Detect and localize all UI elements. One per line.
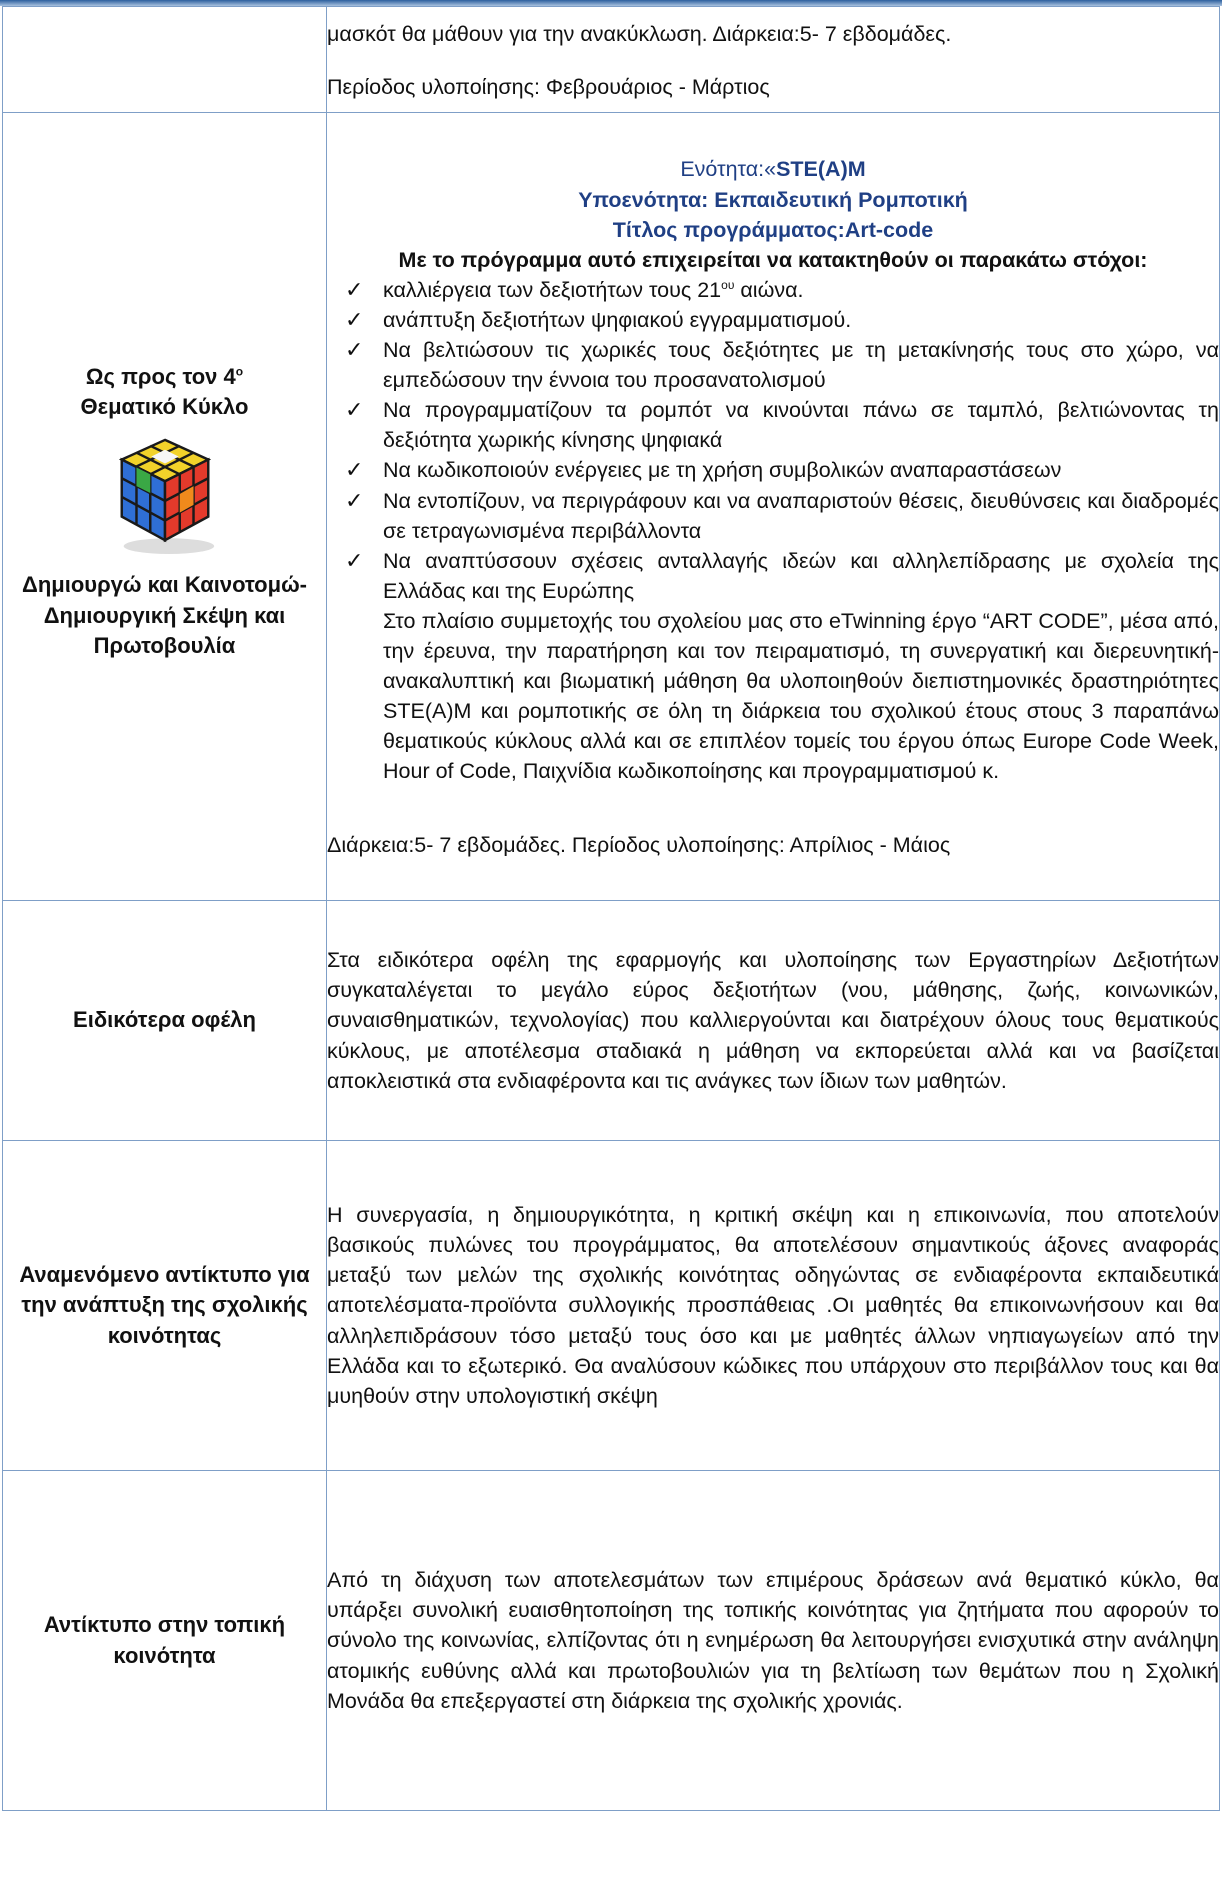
goal-item: ✓ Να βελτιώσουν τις χωρικές τους δεξιότητες με τη μετακίνησής τους στο χώρο, να εμπεδώσουν την έννοια του προσανατολισμού [345,337,1219,393]
row-school-impact [3,1141,1220,1471]
unit-heading: Ενότητα:«STE(A)M [680,157,866,182]
check-mark-icon: ✓ [345,337,364,363]
goal-item: ✓ Να κωδικοποιούν ενέργειες με τη χρήση συμβολικών αναπαραστάσεων [341,455,1219,485]
recycling-period: Περίοδος υλοποίησης: Φεβρουάριος - Μάρτιος [327,74,770,99]
check-mark-icon: ✓ [345,547,364,573]
etwinning-paragraph: Στο πλαίσιο συμμετοχής του σχολείου μας στο eTwinning έργο “ART CODE”, μέσα από, την έρευνα, την παρατήρηση και τον πειραματισμό, τη συνεργατική και διερευνητική-ανακαλυπτική και βιωματική μάθηση θα υλοποιηθούν διεπιστημονικές δραστηριότητες STE(A)M και ρομποτικής σε όλη τη διάρκεια του σχολικού έτους στους 3 παραπάνω θεματικούς κύκλους αλλά και σε επιπλέον τομείς του έργου όπως Europe Code Week, Hour of Code, Παιχνίδια κωδικοποίησης και προγραμματισμού κ. [383,608,1219,784]
check-mark-icon: ✓ [345,276,364,302]
goal-item: ✓ Να εντοπίζουν, να περιγράφουν και να αναπαριστούν θέσεις, διευθύνσεις και διαδρομές σε τετραγωνισμένα περιβάλλοντα [345,487,1219,543]
row-recycling-content [327,7,1220,113]
local-impact-text: Από τη διάχυση των αποτελεσμάτων των επιμέρους δράσεων ανά θεματικό κύκλο, θα υπάρξει συνολική ευαισθητοποίηση της τοπικής κοινότητας για ζητήματα που αφορούν το σύνολο της κοινωνίας, ελπίζοντας ότι η ενημέρωση θα λειτουργήσει ενισχυτικά στην ανάληψη ατομικής ευθύνης αλλά και πρωτοβουλιών για τη βελτίωση των θεμάτων που η Σχολική Μονάδα θα επεξεργαστεί στη διάρκεια της σχολικής χρονιάς. [327,1471,1220,1811]
row-local-impact [3,1471,1220,1811]
check-mark-icon: ✓ [345,397,364,423]
program-table [2,6,1220,1811]
row-recycling-label [3,7,327,113]
local-impact-label: Αντίκτυπο στην τοπική κοινότητα [3,1471,327,1811]
theme-4-label-cell [3,113,327,901]
check-mark-icon: ✓ [345,457,364,483]
benefits-text: Στα ειδικότερα οφέλη της εφαρμογής και υλοποίησης των Εργαστηρίων Δεξιοτήτων συγκαταλέγεται το μεγάλο εύρος δεξιοτήτων (νου, μάθησης, ζωής, κοινωνικών, συναισθηματικών, τεχνολογίας) που καλλιεργούνται και διατρέχουν όλους τους θεματικούς κύκλους, με αποτέλεσμα σταδιακά η μάθηση να εκπορεύεται αλλά και να βασίζεται αποκλειστικά στα ενδιαφέροντα και τις ανάγκες των ίδιων των μαθητών. [327,901,1220,1141]
subunit-heading: Υποενότητα: Εκπαιδευτική Ρομποτική [578,187,968,212]
row-recycling [3,7,1220,113]
theme-4-duration: Διάρκεια:5- 7 εβδομάδες. Περίοδος υλοποίησης: Απρίλιος - Μάιος [327,833,951,858]
school-impact-label: Αναμενόμενο αντίκτυπο για την ανάπτυξη της σχολικής κοινότητας [3,1141,327,1471]
rubiks-cube-icon [106,432,224,556]
benefits-label: Ειδικότερα οφέλη [3,901,327,1141]
program-title: Τίτλος προγράμματος:Art-code [612,217,934,242]
check-mark-icon: ✓ [345,306,364,332]
goals-heading: Με το πρόγραμμα αυτό επιχειρείται να κατακτηθούν οι παρακάτω στόχοι: [398,247,1148,272]
theme-4-content [327,113,1220,901]
row-benefits [3,901,1220,1141]
goals-list [327,275,1219,606]
goal-item: ✓ Να προγραμματίζουν τα ρομπότ να κινούνται πάνω σε ταμπλό, βελτιώνοντας τη δεξιότητα χωρικής κίνησης ψηφιακά [345,397,1219,453]
school-impact-text: Η συνεργασία, η δημιουργικότητα, η κριτική σκέψη και η επικοινωνία, που αποτελούν βασικούς πυλώνες του προγράμματος, θα αποτελέσουν σημαντικούς άξονες αναφοράς μεταξύ των μελών της σχολικής κοινότητας οδηγώντας σε ενδιαφέροντα εκπαιδευτικά αποτελέσματα-προϊόντα συλλογικής προσπάθειας .Οι μαθητές θα επικοινωνήσουν και θα αλληλεπιδράσουν τόσο μεταξύ τους όσο και με μαθητές άλλων νηπιαγωγείων από την Ελλάδα και το εξωτερικό. Θα αναλύσουν κώδικες που υπάρχουν στο περιβάλλον τους και θα μυηθούν στην υπολογιστική σκέψη [327,1141,1220,1471]
theme-4-title: Ως προς τον $4^o$ Θεματικό Κύκλο [80,363,249,419]
goal-item: ✓ ανάπτυξη δεξιοτήτων ψηφιακού εγγραμματισμού. [341,305,1219,335]
row-theme-4 [3,113,1220,901]
check-mark-icon: ✓ [345,487,364,513]
recycling-text: μασκότ θα μάθουν για την ανακύκλωση. Διάρκεια:5- 7 εβδομάδες. [327,22,952,47]
theme-4-subtitle: Δημιουργώ και Καινοτομώ- Δημιουργική Σκέψη και Πρωτοβουλία [22,572,307,659]
goal-item: ✓ καλλιέργεια των δεξιοτήτων τους $21^{o\upsilon}$ αιώνα. [341,275,1219,305]
goal-item: ✓ Να αναπτύσσουν σχέσεις ανταλλαγής ιδεών και αλληλεπίδρασης με σχολεία της Ελλάδας και της Ευρώπης [345,547,1219,603]
